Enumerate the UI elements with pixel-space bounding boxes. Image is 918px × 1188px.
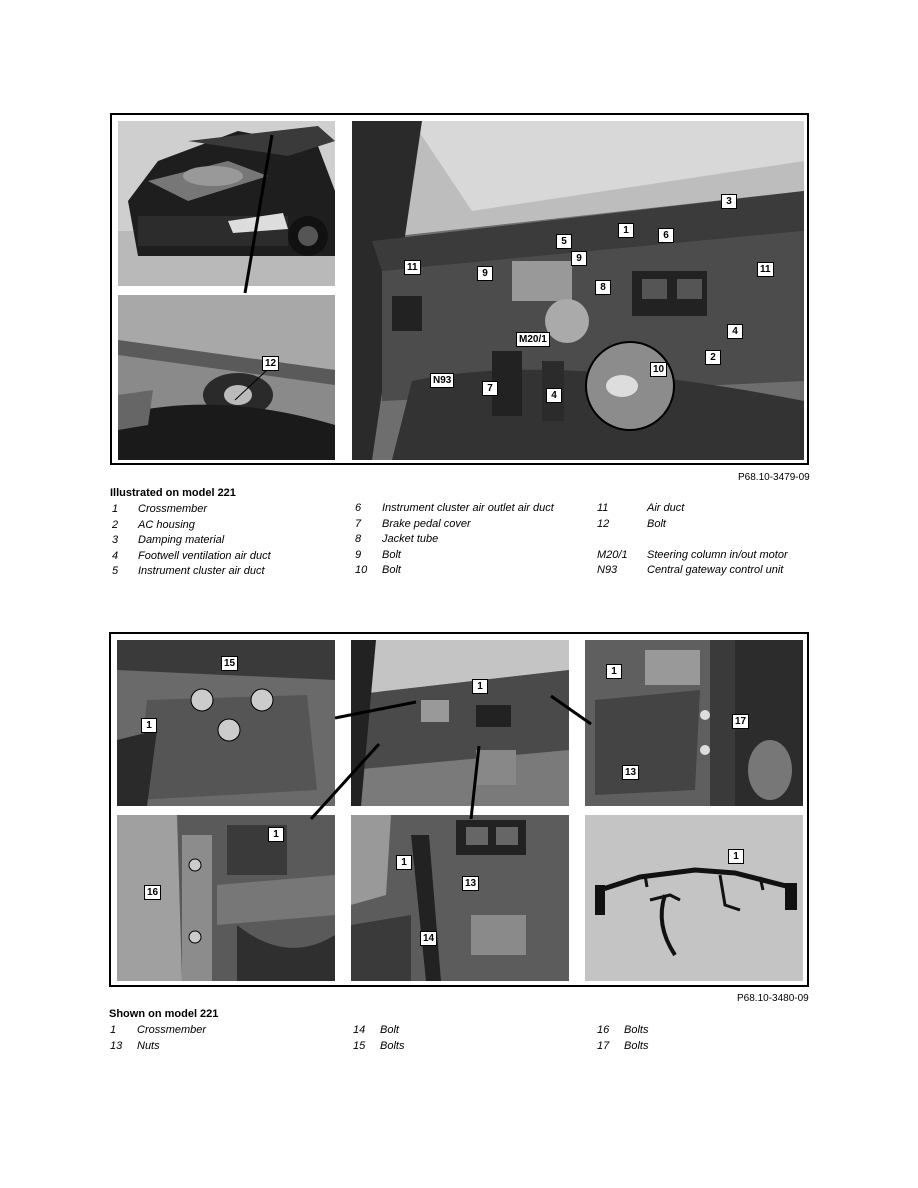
photo-dashboard-overview [351, 640, 569, 806]
callout-N93: N93 [430, 373, 454, 388]
legend-item: 9 Bolt [355, 548, 401, 561]
callout-3: 3 [721, 194, 737, 209]
callout-4-bottom: 4 [546, 388, 562, 403]
callout-1-b: 1 [472, 679, 488, 694]
figure-1-legend-col-3 [597, 502, 817, 580]
callout-9-right: 9 [571, 251, 587, 266]
legend-item: 2 AC housing [112, 518, 195, 531]
legend-item: 4 Footwell ventilation air duct [112, 549, 271, 562]
callout-7: 7 [482, 381, 498, 396]
legend-item: 15 Bolts [353, 1039, 405, 1052]
legend-item: 1 Crossmember [110, 1024, 207, 1036]
callout-1: 1 [618, 223, 634, 238]
figure-2-legend-col-3 [597, 1024, 797, 1055]
callout-11-right: 11 [757, 262, 774, 277]
callout-6: 6 [658, 228, 674, 243]
legend-item: 8 Jacket tube [355, 533, 439, 545]
photo-nuts-13-bolt-14 [351, 815, 569, 981]
legend-item: 10 Bolt [355, 564, 401, 576]
photo-bolt-closeup [118, 295, 335, 460]
figure-2-legend-title: Shown on model 221 [109, 1008, 219, 1020]
callout-1-e: 1 [396, 855, 412, 870]
callout-17: 17 [732, 714, 749, 729]
callout-15: 15 [221, 656, 238, 671]
legend-item: 17 Bolts [597, 1039, 649, 1052]
photo-crossmember-removed [585, 815, 803, 981]
callout-8: 8 [595, 280, 611, 295]
callout-1-c: 1 [606, 664, 622, 679]
legend-item: 6 Instrument cluster air outlet air duct [355, 502, 554, 514]
figure-1-frame [110, 113, 809, 465]
callout-13-b: 13 [462, 876, 479, 891]
callout-2: 2 [705, 350, 721, 365]
callout-4-right: 4 [727, 324, 743, 339]
callout-9-left: 9 [477, 266, 493, 281]
legend-item-empty [597, 533, 817, 549]
legend-item: 12 Bolt [597, 517, 666, 530]
callout-1-a: 1 [141, 718, 157, 733]
legend-item: 1 Crossmember [112, 503, 208, 515]
figure-2-frame [109, 632, 809, 987]
callout-10: 10 [650, 362, 667, 377]
callout-1-d: 1 [268, 827, 284, 842]
legend-item: 11 Air duct [597, 502, 685, 514]
callout-13-a: 13 [622, 765, 639, 780]
photo-dashboard-interior [352, 121, 804, 460]
legend-item: 13 Nuts [110, 1039, 160, 1052]
legend-item: 7 Brake pedal cover [355, 517, 471, 530]
figure-1-legend-title: Illustrated on model 221 [110, 487, 236, 499]
legend-item: 16 Bolts [597, 1024, 649, 1036]
callout-5: 5 [556, 234, 572, 249]
legend-item: M20/1 Steering column in/out motor [597, 548, 788, 561]
figure-2-id: P68.10-3480-09 [737, 993, 809, 1004]
figure-1-legend-col-1 [112, 503, 342, 581]
callout-14: 14 [420, 931, 437, 946]
photo-car-exterior [118, 121, 335, 286]
legend-item: 5 Instrument cluster air duct [112, 565, 265, 577]
figure-1-legend-col-2 [355, 502, 595, 580]
legend-item: N93 Central gateway control unit [597, 564, 784, 576]
callout-M20-1: M20/1 [516, 332, 550, 347]
callout-11-left: 11 [404, 260, 421, 275]
callout-12: 12 [262, 356, 279, 371]
figure-2-legend-col-2 [353, 1024, 583, 1055]
callout-1-f: 1 [728, 849, 744, 864]
callout-16: 16 [144, 885, 161, 900]
figure-1-id: P68.10-3479-09 [738, 472, 810, 483]
legend-item: 14 Bolt [353, 1024, 399, 1036]
figure-2-legend-col-1 [110, 1024, 340, 1055]
legend-item: 3 Damping material [112, 534, 225, 546]
